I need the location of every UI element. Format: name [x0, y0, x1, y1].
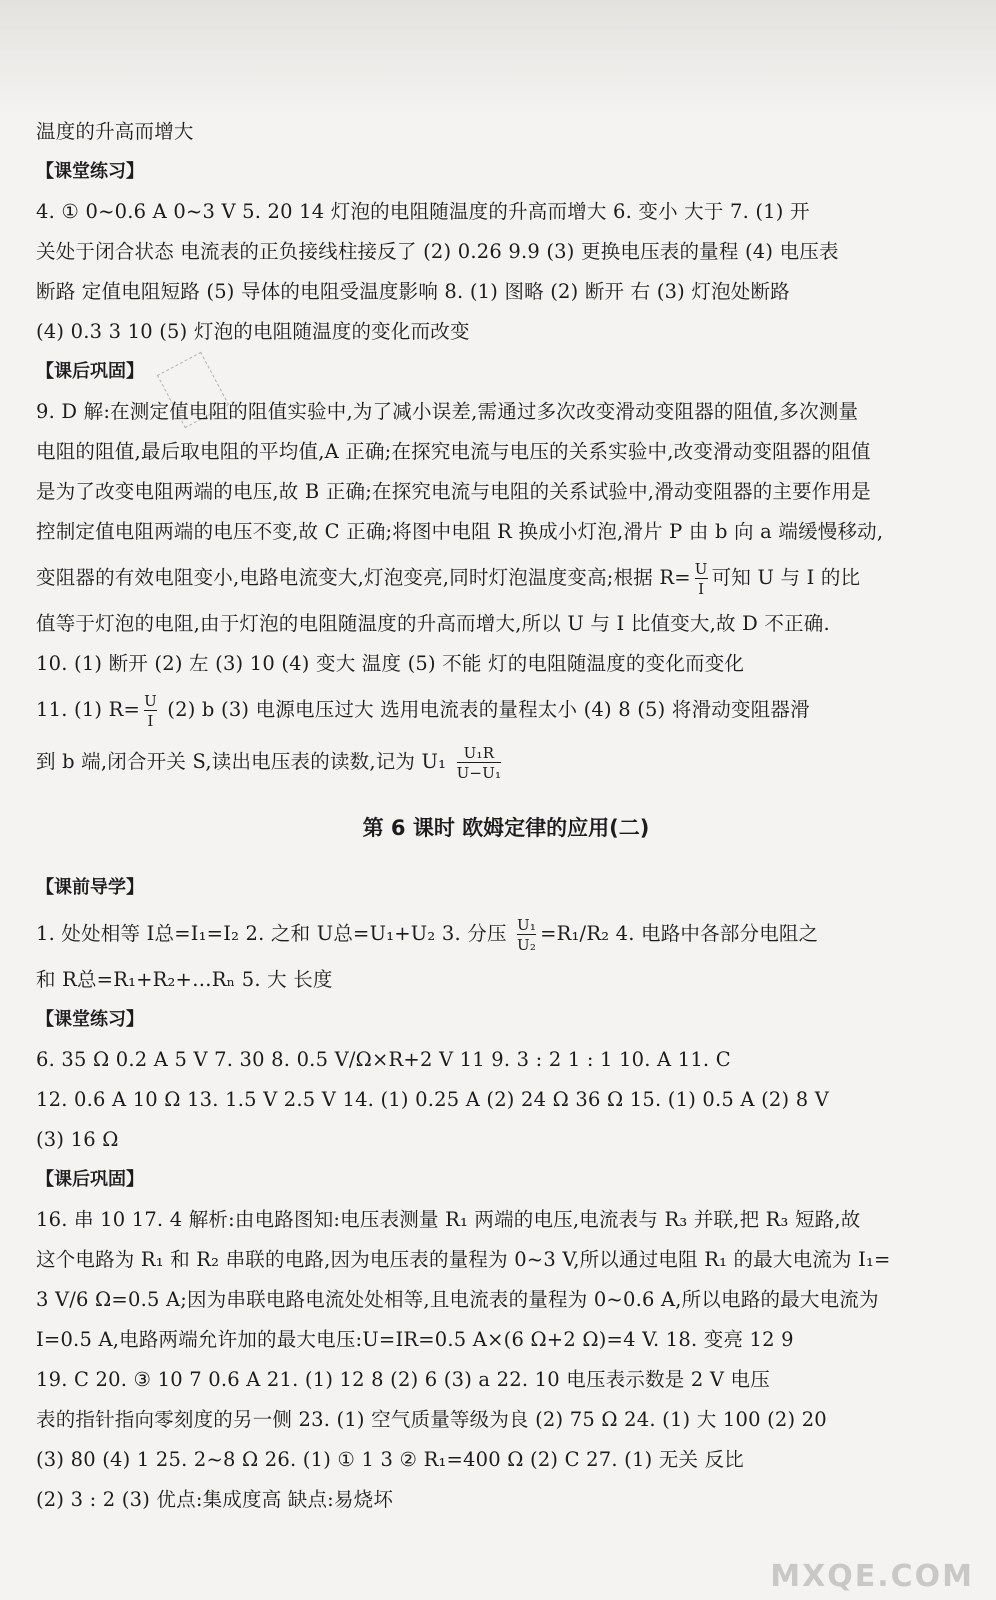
answer-line	[36, 392, 956, 432]
scan-shadow	[0, 0, 996, 115]
answer-text: 这个电路为 R₁ 和 R₂ 串联的电路,因为电压表的量程为 0~3 V,所以通过电阻 R₁ 的最大电流为 I₁=	[36, 1248, 891, 1271]
answer-line	[36, 1360, 956, 1400]
fraction	[517, 916, 536, 954]
answer-text: 控制定值电阻两端的电压不变,故 C 正确;将图中电阻 R 换成小灯泡,滑片 P 由 b 向 a 端缓慢移动,	[36, 520, 884, 543]
answer-text: 11. (1) R=	[36, 698, 141, 721]
fraction-numerator: U₁	[517, 915, 537, 934]
answer-text-after: (2) b (3) 电源电压过大 选用电流表的量程太小 (4) 8 (5) 将滑动变阻器滑	[160, 698, 810, 721]
answer-text: 4. ① 0~0.6 A 0~3 V 5. 20 14 灯泡的电阻随温度的升高而增大 6. 变小 大于 7. (1) 开	[36, 200, 810, 223]
answer-line	[36, 1480, 956, 1520]
answer-line	[36, 192, 956, 232]
answer-line	[36, 1200, 956, 1240]
answer-text: 表的指针指向零刻度的另一侧 23. (1) 空气质量等级为良 (2) 75 Ω 24. (1) 大 100 (2) 20	[36, 1408, 827, 1431]
answer-line	[36, 1080, 956, 1120]
answer-text: (3) 80 (4) 1 25. 2~8 Ω 26. (1) ① 1 3 ② R₁=400 Ω (2) C 27. (1) 无关 反比	[36, 1448, 744, 1471]
section-heading: 【课堂练习】	[36, 1009, 144, 1030]
fraction-denominator: U₂	[517, 935, 537, 954]
answer-line	[36, 312, 956, 352]
lesson-title: 第 6 课时 欧姆定律的应用(二)	[362, 816, 650, 840]
answer-line	[36, 908, 956, 960]
answer-line	[36, 684, 956, 736]
section-heading: 【课前导学】	[36, 877, 144, 898]
answer-text-after: 可知 U 与 I 的比	[711, 566, 861, 589]
answer-line	[36, 1120, 956, 1160]
answer-line	[36, 644, 956, 684]
answer-line	[36, 512, 956, 552]
fraction	[144, 692, 157, 730]
answer-line	[36, 432, 956, 472]
answer-line	[36, 1320, 956, 1360]
fraction-numerator: U	[144, 691, 157, 710]
answer-text: 和 R总=R₁+R₂+…Rₙ 5. 大 长度	[36, 968, 333, 991]
fraction	[457, 744, 502, 782]
fraction-numerator: U₁R	[463, 743, 495, 762]
fraction	[695, 560, 708, 598]
answer-text: 12. 0.6 A 10 Ω 13. 1.5 V 2.5 V 14. (1) 0.25 A (2) 24 Ω 36 Ω 15. (1) 0.5 A (2) 8 V	[36, 1088, 830, 1111]
answer-line	[36, 272, 956, 312]
answer-text: (3) 16 Ω	[36, 1128, 119, 1151]
answer-line	[36, 1440, 956, 1480]
fraction-denominator: I	[695, 578, 708, 598]
answer-line	[36, 1280, 956, 1320]
section-heading: 【课后巩固】	[36, 1169, 144, 1190]
answer-text: 关处于闭合状态 电流表的正负接线柱接反了 (2) 0.26 9.9 (3) 更换电压表的量程 (4) 电压表	[36, 240, 839, 263]
answer-text: 到 b 端,闭合开关 S,读出电压表的读数,记为 U₁	[36, 750, 453, 773]
section-heading: 【课后巩固】	[36, 361, 144, 382]
watermark-logo: MXQE.COM	[770, 1559, 974, 1594]
answer-text: 断路 定值电阻短路 (5) 导体的电阻受温度影响 8. (1) 图略 (2) 断开 右 (3) 灯泡处断路	[36, 280, 790, 303]
answer-text: 3 V/6 Ω=0.5 A;因为串联电路电流处处相等,且电流表的量程为 0~0.6 A,所以电路的最大电流为	[36, 1288, 879, 1311]
answer-line	[36, 1400, 956, 1440]
answer-text: 10. (1) 断开 (2) 左 (3) 10 (4) 变大 温度 (5) 不能 灯的电阻随温度的变化而变化	[36, 652, 745, 675]
answer-text: I=0.5 A,电路两端允许加的最大电压:U=IR=0.5 A×(6 Ω+2 Ω)=4 V. 18. 变亮 12 9	[36, 1328, 794, 1351]
answer-text: (4) 0.3 3 10 (5) 灯泡的电阻随温度的变化而改变	[36, 320, 470, 343]
answer-line	[36, 1040, 956, 1080]
answer-text: 19. C 20. ③ 10 7 0.6 A 21. (1) 12 8 (2) 6 (3) a 22. 10 电压表示数是 2 V 电压	[36, 1368, 770, 1391]
answer-text: (2) 3 : 2 (3) 优点:集成度高 缺点:易烧坏	[36, 1488, 394, 1511]
answer-text: 16. 串 10 17. 4 解析:由电路图知:电压表测量 R₁ 两端的电压,电流表与 R₃ 并联,把 R₃ 短路,故	[36, 1208, 861, 1231]
answer-text: 9. D 解:在测定值电阻的阻值实验中,为了减小误差,需通过多次改变滑动变阻器的阻值,多次测量	[36, 400, 859, 423]
answer-text: 温度的升高而增大	[36, 120, 194, 143]
answer-text: 电阻的阻值,最后取电阻的平均值,A 正确;在探究电流与电压的关系实验中,改变滑动变阻器的阻值	[36, 440, 871, 463]
answer-line	[36, 232, 956, 272]
answer-line	[36, 472, 956, 512]
fraction-numerator: U	[694, 559, 708, 578]
answer-text: 6. 35 Ω 0.2 A 5 V 7. 30 8. 0.5 V/Ω×R+2 V 11 9. 3 : 2 1 : 1 10. A 11. C	[36, 1048, 731, 1071]
answer-line	[36, 604, 956, 644]
answer-text: 值等于灯泡的电阻,由于灯泡的电阻随温度的升高而增大,所以 U 与 I 比值变大,故 D 不正确.	[36, 612, 830, 635]
fraction-denominator: U−U₁	[456, 763, 502, 782]
fraction-denominator: I	[144, 710, 157, 730]
section-heading: 【课堂练习】	[36, 161, 144, 182]
answer-content	[36, 112, 956, 1520]
answer-text: 是为了改变电阻两端的电压,故 B 正确;在探究电流与电阻的关系试验中,滑动变阻器的主要作用是	[36, 480, 871, 503]
answer-text: 变阻器的有效电阻变小,电路电流变大,灯泡变亮,同时灯泡温度变高;根据 R=	[36, 566, 691, 589]
answer-line	[36, 960, 956, 1000]
answer-line	[36, 552, 956, 604]
answer-text-after: =R₁/R₂ 4. 电路中各部分电阻之	[540, 922, 819, 945]
answer-text: 1. 处处相等 I总=I₁=I₂ 2. 之和 U总=U₁+U₂ 3. 分压	[36, 922, 514, 945]
answer-line	[36, 112, 956, 152]
answer-line	[36, 736, 956, 788]
answer-line	[36, 1240, 956, 1280]
